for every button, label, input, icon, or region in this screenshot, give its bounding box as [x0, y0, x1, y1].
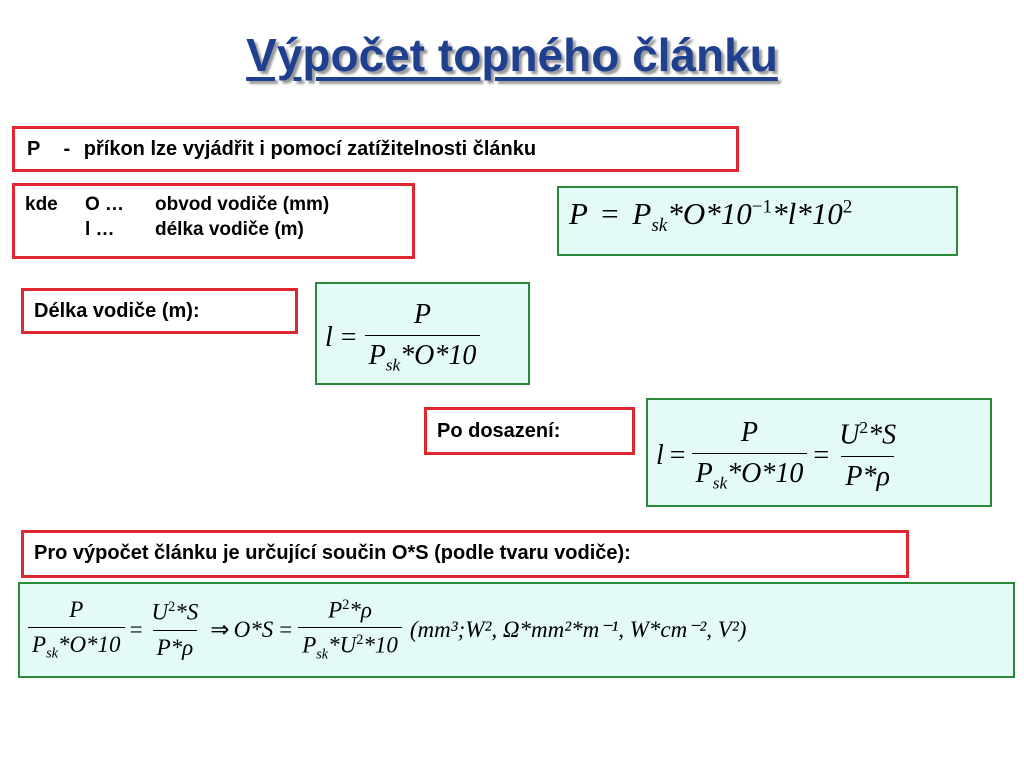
- math-token: =: [669, 439, 686, 471]
- math-token: sk: [712, 473, 728, 493]
- page-title: Výpočet topného článku: [246, 29, 778, 81]
- math-token: P: [32, 632, 47, 658]
- variable-symbol: O …: [85, 194, 125, 215]
- variable-row: [25, 219, 412, 241]
- math-token: Po dosazení:: [437, 420, 561, 442]
- math-token: sk: [651, 215, 668, 237]
- math-token: P: [569, 196, 588, 231]
- math-token: P: [740, 417, 759, 449]
- math-token: *O*10: [400, 340, 477, 372]
- math-token: *S: [868, 419, 897, 451]
- math-token: 2: [356, 632, 364, 649]
- math-token: *O*10: [667, 196, 752, 231]
- math-token: O*S: [233, 617, 274, 642]
- math-token: P*ρ: [841, 456, 894, 493]
- variables-box: [12, 183, 415, 259]
- variable-symbol: l …: [85, 219, 115, 240]
- math-token: l: [656, 439, 664, 471]
- math-token: =: [340, 321, 357, 353]
- math-token: *l*10: [772, 196, 843, 231]
- math-token: P: [413, 299, 432, 331]
- substituted-formula: [646, 398, 992, 507]
- math-token: *O*10: [57, 632, 121, 658]
- power-symbol: P: [27, 138, 40, 160]
- math-token: P: [695, 458, 713, 490]
- units: (mm³;W², Ω*mm²*m⁻¹, W*cm⁻², V²): [409, 617, 747, 642]
- math-token: P: [302, 632, 317, 658]
- math-token: P: [632, 196, 652, 231]
- length-formula: [315, 282, 530, 385]
- power-formula: [557, 186, 958, 256]
- math-token: sk: [46, 645, 58, 662]
- math-token: *ρ: [349, 597, 372, 623]
- math-token: ⇒: [210, 617, 230, 642]
- math-token: P*ρ: [153, 630, 198, 661]
- math-token: 2: [859, 418, 869, 438]
- math-token: 2: [168, 599, 176, 616]
- math-token: 2: [342, 596, 350, 613]
- math-token: l: [325, 321, 333, 353]
- variable-desc: délka vodiče (m): [155, 219, 304, 240]
- math-token: *O*10: [727, 458, 804, 490]
- math-token: 2: [842, 196, 853, 218]
- dash: -: [63, 138, 71, 160]
- math-token: P: [69, 597, 84, 623]
- product-label-box: [21, 530, 909, 578]
- math-token: =: [601, 196, 619, 231]
- math-token: −1: [751, 196, 773, 218]
- math-token: *U: [328, 632, 357, 658]
- product-formula: [18, 582, 1015, 678]
- definition-text: příkon lze vyjádřit i pomocí zatížitelnosti článku: [83, 138, 537, 160]
- variable-row: [25, 194, 412, 216]
- math-token: Pro výpočet článku je určující součin O*S (podle tvaru vodiče):: [34, 542, 631, 564]
- math-token: =: [129, 617, 143, 642]
- math-token: U: [839, 419, 860, 451]
- math-token: sk: [316, 646, 329, 663]
- definition-box: [12, 126, 739, 172]
- math-token: sk: [385, 355, 401, 375]
- math-token: U: [151, 599, 169, 625]
- kde-label: kde: [25, 194, 58, 215]
- math-token: P: [368, 340, 386, 372]
- math-token: *10: [363, 632, 398, 658]
- math-token: =: [279, 617, 293, 642]
- math-token: Délka vodiče (m):: [34, 300, 200, 322]
- math-token: *S: [175, 599, 199, 625]
- substitution-label-box: [424, 407, 635, 455]
- length-label-box: [21, 288, 298, 334]
- math-token: =: [813, 439, 830, 471]
- variable-desc: obvod vodiče (mm): [155, 194, 330, 215]
- math-token: P: [328, 597, 343, 623]
